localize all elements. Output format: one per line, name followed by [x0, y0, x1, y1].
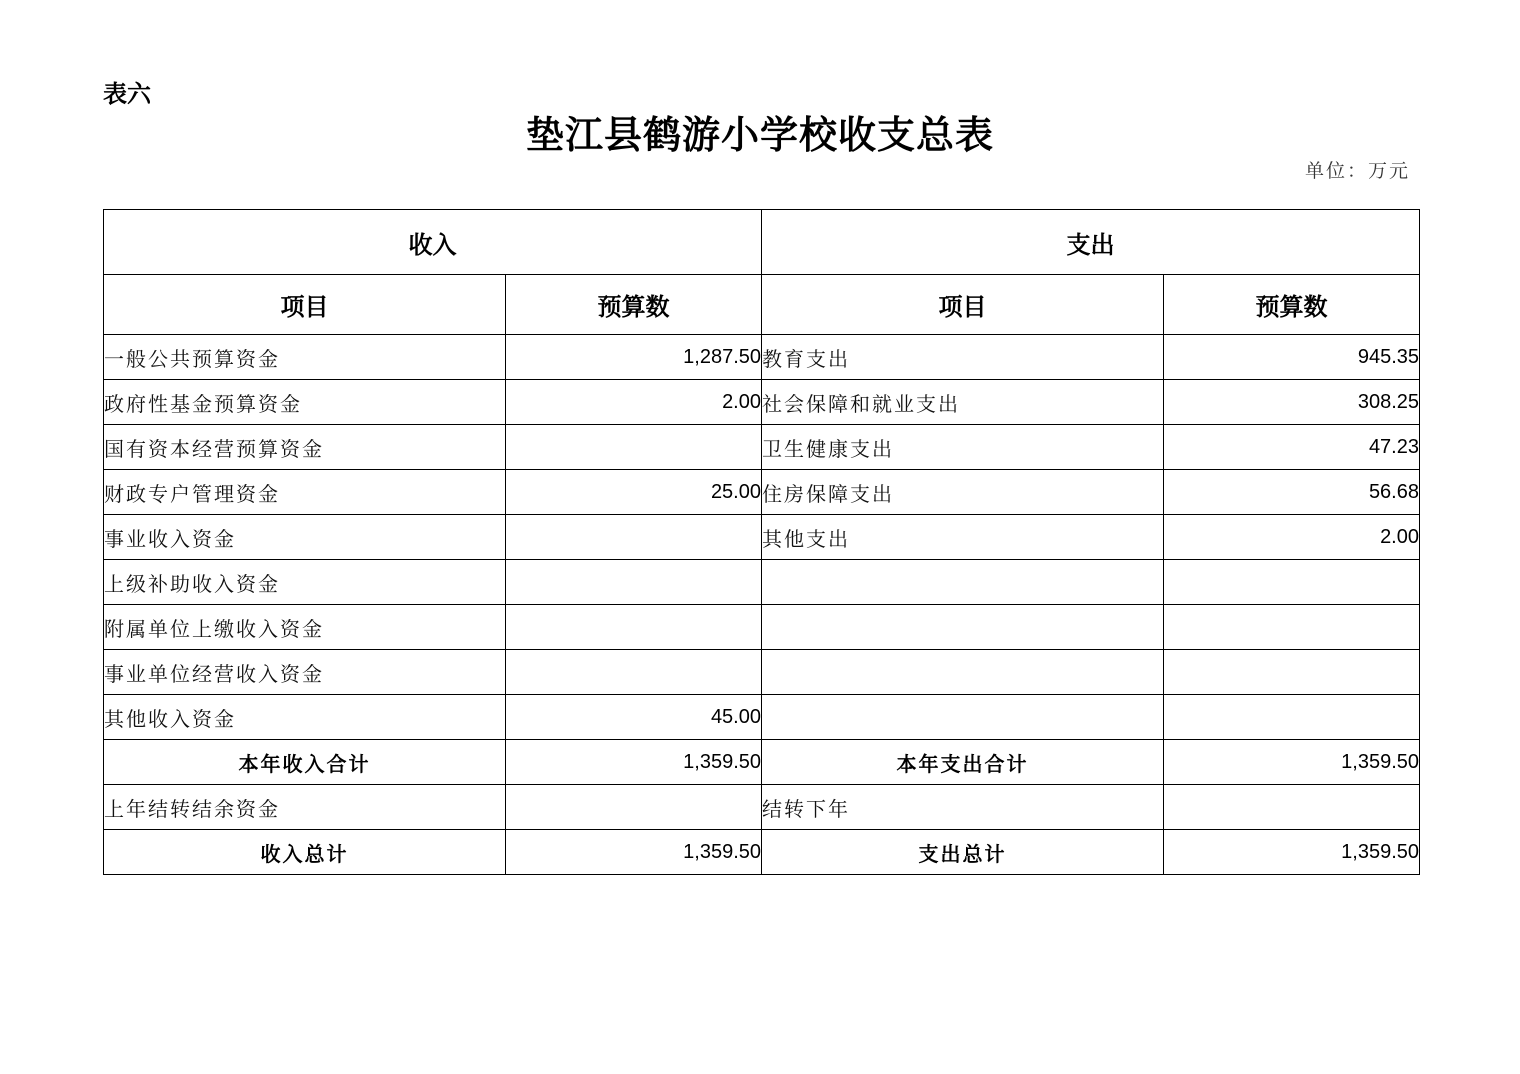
table-row	[104, 425, 1420, 470]
expense-value-cell: 945.35	[1164, 335, 1420, 380]
income-section-header: 收入	[104, 210, 762, 275]
expense-value-cell	[1164, 605, 1420, 650]
table-row	[104, 605, 1420, 650]
expense-section-header: 支出	[762, 210, 1420, 275]
income-value-cell: 2.00	[506, 380, 762, 425]
expense-value-cell: 1,359.50	[1164, 740, 1420, 785]
income-item-cell: 本年收入合计	[104, 740, 506, 785]
expense-item-cell	[762, 605, 1164, 650]
expense-item-cell: 支出总计	[762, 830, 1164, 875]
expense-item-cell: 社会保障和就业支出	[762, 380, 1164, 425]
income-value-cell	[506, 560, 762, 605]
income-value-cell	[506, 605, 762, 650]
expense-item-cell	[762, 695, 1164, 740]
income-value-cell: 1,359.50	[506, 740, 762, 785]
income-value-cell: 1,359.50	[506, 830, 762, 875]
expense-value-cell: 47.23	[1164, 425, 1420, 470]
table-row	[104, 650, 1420, 695]
expense-item-cell: 其他支出	[762, 515, 1164, 560]
table-row	[104, 695, 1420, 740]
expense-value-cell	[1164, 695, 1420, 740]
income-value-cell: 1,287.50	[506, 335, 762, 380]
total-row	[104, 740, 1420, 785]
table-row	[104, 470, 1420, 515]
income-value-cell: 45.00	[506, 695, 762, 740]
expense-item-cell	[762, 650, 1164, 695]
table-row	[104, 335, 1420, 380]
expense-budget-header: 预算数	[1164, 275, 1420, 335]
expense-item-cell: 住房保障支出	[762, 470, 1164, 515]
column-header-row	[104, 275, 1420, 335]
section-header-row	[104, 210, 1420, 275]
income-value-cell	[506, 515, 762, 560]
page-title: 垫江县鹤游小学校收支总表	[525, 112, 994, 157]
income-item-cell: 国有资本经营预算资金	[104, 425, 506, 470]
expense-value-cell: 308.25	[1164, 380, 1420, 425]
income-value-cell	[506, 785, 762, 830]
table-label: 表六	[103, 80, 151, 108]
income-item-cell: 上级补助收入资金	[104, 560, 506, 605]
expense-value-cell: 56.68	[1164, 470, 1420, 515]
expense-item-cell: 本年支出合计	[762, 740, 1164, 785]
expense-item-cell: 卫生健康支出	[762, 425, 1164, 470]
table-row	[104, 560, 1420, 605]
expense-item-cell	[762, 560, 1164, 605]
income-value-cell	[506, 650, 762, 695]
expense-item-header: 项目	[762, 275, 1164, 335]
income-item-cell: 事业单位经营收入资金	[104, 650, 506, 695]
income-value-cell	[506, 425, 762, 470]
total-row	[104, 830, 1420, 875]
income-item-cell: 政府性基金预算资金	[104, 380, 506, 425]
income-item-cell: 其他收入资金	[104, 695, 506, 740]
expense-item-cell: 结转下年	[762, 785, 1164, 830]
table-row	[104, 515, 1420, 560]
income-item-cell: 收入总计	[104, 830, 506, 875]
expense-value-cell	[1164, 785, 1420, 830]
income-item-cell: 事业收入资金	[104, 515, 506, 560]
income-value-cell: 25.00	[506, 470, 762, 515]
expense-value-cell	[1164, 560, 1420, 605]
income-item-cell: 一般公共预算资金	[104, 335, 506, 380]
expense-value-cell: 1,359.50	[1164, 830, 1420, 875]
unit-label: 单位：万元	[1304, 160, 1410, 182]
expense-item-cell: 教育支出	[762, 335, 1164, 380]
income-expense-table	[103, 209, 1420, 875]
expense-value-cell	[1164, 650, 1420, 695]
income-item-cell: 附属单位上缴收入资金	[104, 605, 506, 650]
income-item-header: 项目	[104, 275, 506, 335]
income-budget-header: 预算数	[506, 275, 762, 335]
expense-value-cell: 2.00	[1164, 515, 1420, 560]
table-row	[104, 785, 1420, 830]
income-item-cell: 财政专户管理资金	[104, 470, 506, 515]
income-item-cell: 上年结转结余资金	[104, 785, 506, 830]
table-row	[104, 380, 1420, 425]
